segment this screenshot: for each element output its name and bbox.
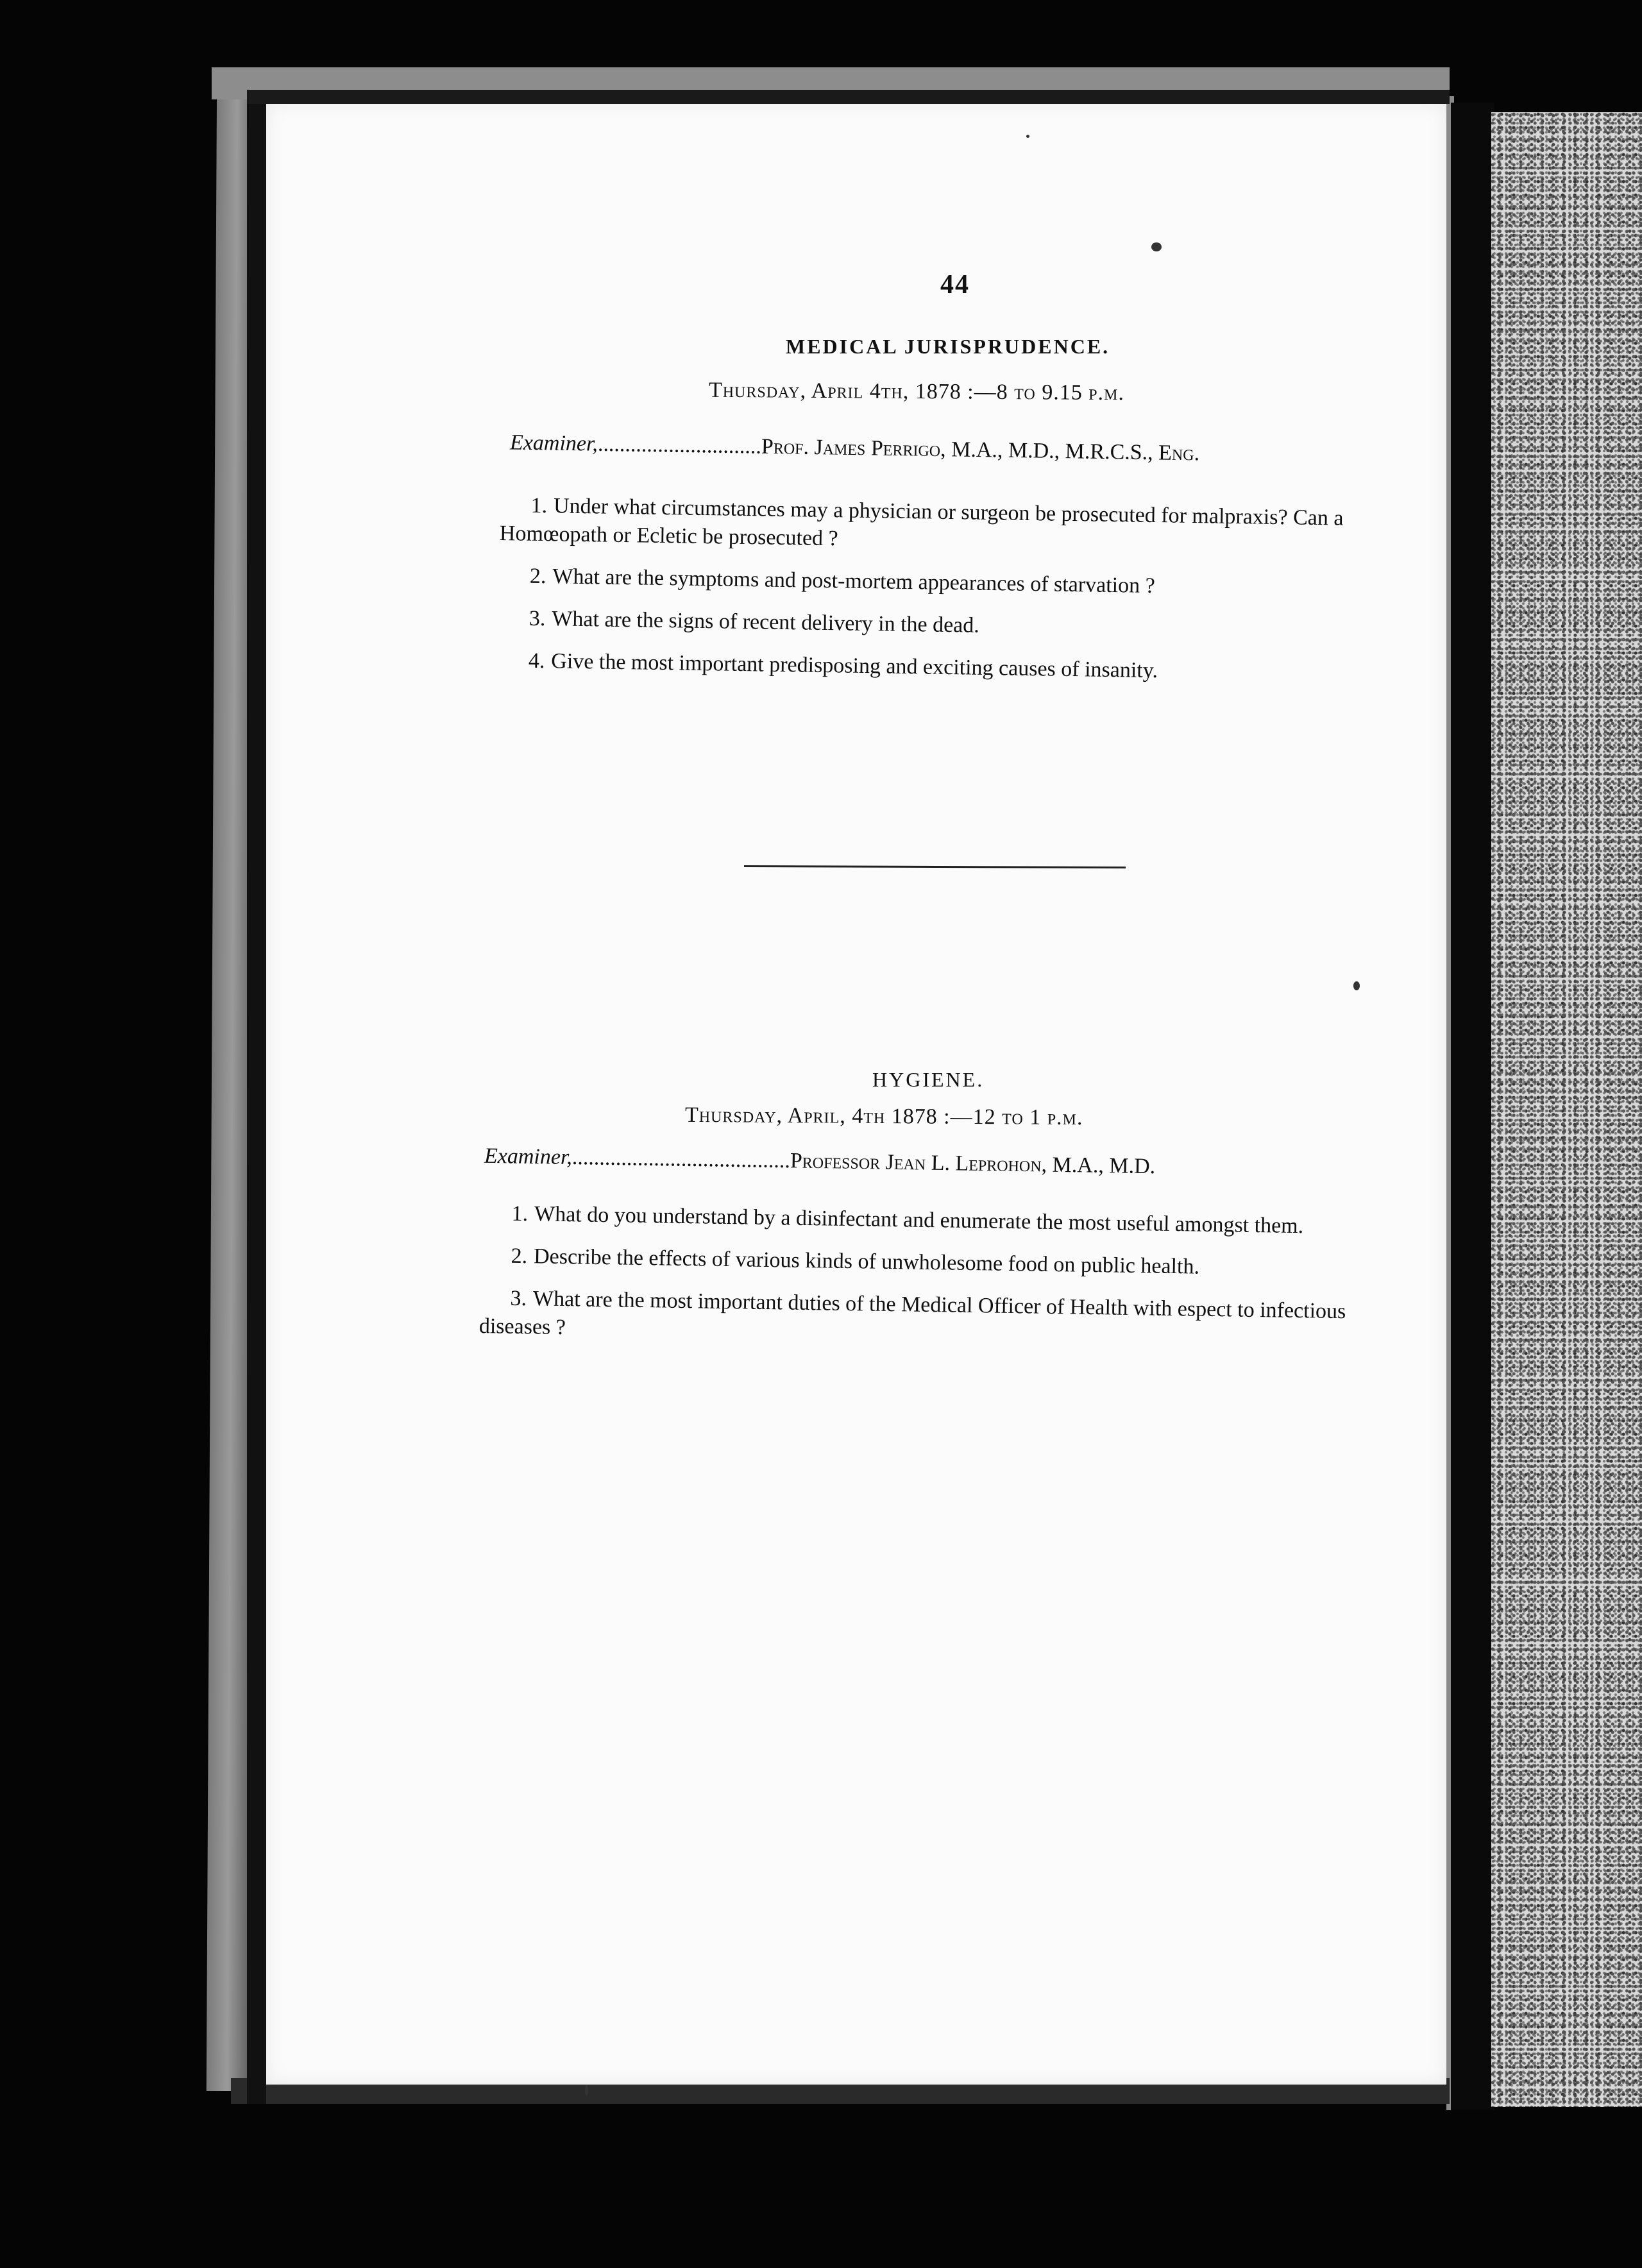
question-item — [499, 562, 1398, 604]
question-text: What are the symptoms and post-mortem appearances of starvation ? — [552, 564, 1156, 598]
question-number: 3. — [510, 1286, 527, 1311]
question-number: 4. — [528, 648, 545, 673]
section-title-hygiene: HYGIENE. — [872, 1068, 985, 1091]
exam-date-medical-jurisprudence: Thursday, April 4th, 1878 :—8 to 9.15 p.m. — [708, 378, 1125, 405]
question-text: Give the most important predisposing and exciting causes of insanity. — [551, 649, 1158, 683]
book-gutter — [1451, 103, 1494, 2110]
section-title-medical-jurisprudence: MEDICAL JURISPRUDENCE. — [786, 335, 1110, 358]
scan-speck — [585, 2085, 588, 2096]
page-top-shadow — [247, 90, 1450, 104]
question-item — [480, 1242, 1378, 1284]
question-number: 1. — [511, 1201, 529, 1226]
question-item — [498, 604, 1397, 647]
question-text: Describe the effects of various kinds of unwholesome food on public health. — [533, 1244, 1200, 1279]
page-number: 44 — [940, 270, 970, 300]
question-item — [498, 647, 1396, 689]
question-number: 3. — [529, 606, 546, 631]
examiner-name: Prof. James Perrigo, M.A., M.D., M.R.C.S., Eng. — [761, 434, 1200, 466]
scan-speck — [1151, 242, 1162, 251]
question-item — [479, 1284, 1378, 1355]
question-text: Under what circumstances may a physician or surgeon be prosecuted for malpraxis? Can a Homœopath or Ecletic be prosecuted ? — [499, 494, 1344, 551]
question-number: 2. — [511, 1244, 528, 1269]
question-text: What are the most important duties of the Medical Officer of Health with espect to infectious diseases ? — [478, 1287, 1346, 1340]
question-list-hygiene — [478, 1199, 1379, 1369]
examiner-leader-dots: .............................. — [597, 432, 762, 459]
examiner-label: Examiner, — [484, 1144, 573, 1169]
scan-speck — [1026, 135, 1029, 138]
scan-speck — [1353, 981, 1360, 990]
binding-shadow — [247, 90, 266, 2104]
question-text: What do you understand by a disinfectant and enumerate the most useful amongst them. — [534, 1202, 1304, 1239]
examiner-label: Examiner, — [509, 430, 598, 456]
question-list-medical-jurisprudence — [497, 491, 1398, 703]
question-number: 1. — [530, 493, 548, 518]
examiner-name: Professor Jean L. Leprohon, M.A., M.D. — [790, 1149, 1156, 1179]
exam-date-hygiene: Thursday, April, 4th 1878 :—12 to 1 p.m. — [684, 1103, 1083, 1130]
facing-page — [1491, 112, 1642, 2107]
question-text: What are the signs of recent delivery in the dead. — [552, 607, 980, 638]
examiner-leader-dots: ........................................ — [571, 1145, 791, 1173]
question-number: 2. — [529, 564, 546, 589]
